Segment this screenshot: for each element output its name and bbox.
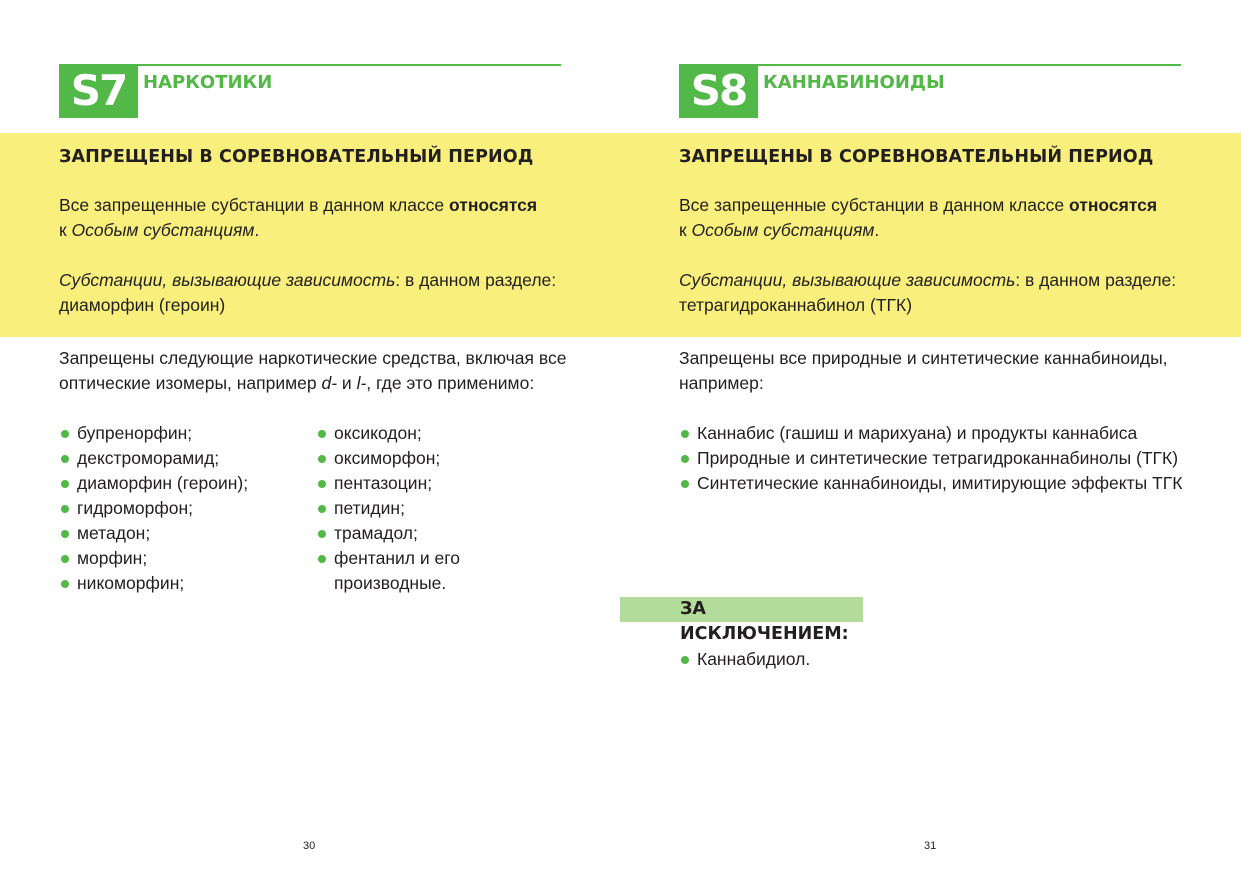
list-item-text: метадон; [77, 523, 151, 543]
band-paragraph-2: Субстанции, вызывающие зависимость: в данном разделе: диаморфин (героин) [59, 270, 557, 315]
list-item [59, 521, 309, 546]
list-item-text: морфин; [77, 548, 148, 568]
bullet-dot-icon [61, 480, 69, 488]
list-item-text: никоморфин; [77, 573, 185, 593]
highlight-band [620, 133, 1241, 337]
list-item [59, 471, 309, 496]
section-title: КАННАБИНОИДЫ [763, 72, 945, 93]
list-item [679, 446, 1184, 471]
list-item [679, 647, 1184, 672]
list-item-text: пентазоцин; [334, 473, 433, 493]
list-item [59, 446, 309, 471]
bullet-dot-icon [61, 430, 69, 438]
section-header-s7 [59, 64, 561, 118]
list-item [59, 546, 309, 571]
list-item-text: петидин; [334, 498, 405, 518]
list-item [316, 471, 496, 496]
list-item-text: оксикодон; [334, 423, 422, 443]
exception-list [679, 647, 1184, 672]
exception-heading-bar [620, 597, 863, 644]
list-item-text: Синтетические каннабиноиды, имитирующие эффекты ТГК [697, 473, 1183, 493]
section-code: S7 [59, 64, 138, 118]
list-item-text: трамадол; [334, 523, 418, 543]
list-item-text: диаморфин (героин); [77, 473, 249, 493]
exception-heading: ЗА ИСКЛЮЧЕНИЕМ: [680, 599, 849, 644]
bullet-dot-icon [681, 480, 689, 488]
list-item-text: оксиморфон; [334, 448, 441, 468]
band-paragraph-1: Все запрещенные субстанции в данном классе относятся к Особым субстанциям. [59, 195, 538, 240]
list-item [59, 496, 309, 521]
bullet-dot-icon [61, 555, 69, 563]
list-item-text: декстроморамид; [77, 448, 220, 468]
bullet-dot-icon [681, 656, 689, 664]
bullet-dot-icon [681, 455, 689, 463]
list-item [316, 446, 496, 471]
bullet-dot-icon [61, 505, 69, 513]
list-item-text: Природные и синтетические тетрагидроканнабинолы (ТГК) [697, 448, 1179, 468]
section-header-s8 [679, 64, 1181, 118]
bullet-dot-icon [318, 455, 326, 463]
list-item-text: бупренорфин; [77, 423, 193, 443]
band-heading: ЗАПРЕЩЕНЫ В СОРЕВНОВАТЕЛЬНЫЙ ПЕРИОД [59, 147, 534, 167]
intro-paragraph: Запрещены все природные и синтетические каннабиноиды, например: [679, 348, 1168, 393]
bullet-dot-icon [318, 505, 326, 513]
list-item [316, 546, 496, 596]
intro-paragraph: Запрещены следующие наркотические средства, включая все оптические изомеры, например d- и l-, где это применимо: [59, 348, 567, 393]
cannabinoid-list [679, 421, 1184, 496]
band-paragraph-1: Все запрещенные субстанции в данном классе относятся к Особым субстанциям. [679, 195, 1158, 240]
list-item [316, 521, 496, 546]
list-item-text: гидроморфон; [77, 498, 193, 518]
list-item-text: Каннабидиол. [697, 649, 811, 669]
page-number: 30 [303, 840, 316, 852]
list-item [679, 421, 1184, 446]
bullet-dot-icon [318, 430, 326, 438]
page-number: 31 [924, 840, 937, 852]
bullet-dot-icon [61, 455, 69, 463]
band-heading: ЗАПРЕЩЕНЫ В СОРЕВНОВАТЕЛЬНЫЙ ПЕРИОД [679, 147, 1154, 167]
list-item [59, 421, 309, 446]
list-item [679, 471, 1184, 496]
section-code: S8 [679, 64, 758, 118]
substance-list-column-2 [316, 421, 496, 596]
list-item [316, 496, 496, 521]
list-item-text: фентанил и его производные. [334, 548, 460, 593]
band-paragraph-2: Субстанции, вызывающие зависимость: в данном разделе: тетрагидроканнабинол (ТГК) [679, 270, 1177, 315]
section-title: НАРКОТИКИ [143, 72, 273, 93]
right-page [620, 0, 1240, 875]
bullet-dot-icon [61, 530, 69, 538]
highlight-band [0, 133, 620, 337]
left-page [0, 0, 620, 875]
list-item-text: Каннабис (гашиш и марихуана) и продукты каннабиса [697, 423, 1138, 443]
bullet-dot-icon [681, 430, 689, 438]
substance-list-column-1 [59, 421, 309, 596]
bullet-dot-icon [318, 530, 326, 538]
bullet-dot-icon [318, 480, 326, 488]
bullet-dot-icon [61, 580, 69, 588]
list-item [316, 421, 496, 446]
list-item [59, 571, 309, 596]
bullet-dot-icon [318, 555, 326, 563]
